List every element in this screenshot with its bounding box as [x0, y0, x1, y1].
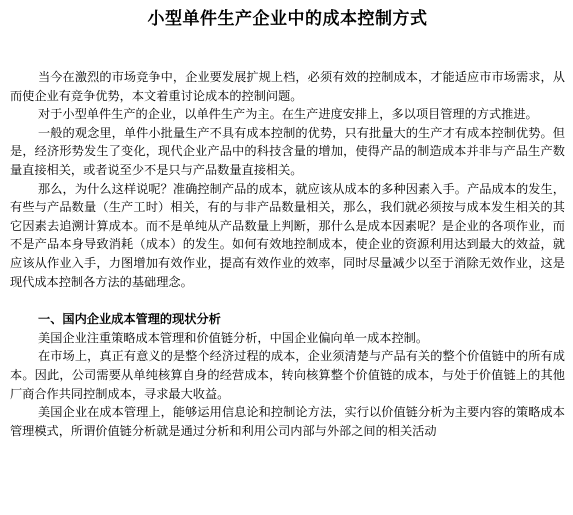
section1-paragraph-3: 美国企业在成本管理上，能够运用信息论和控制论方法，实行以价值链分析为主要内容的策略成本管理模式，所谓价值链分析就是通过分析和利用公司内部与外部之间的相关活动: [10, 405, 565, 438]
paragraph-intro-2: 对于小型单件生产的企业，以单件生产为主。在生产进度安排上，多以项目管理的方式推进。: [38, 107, 538, 122]
section1-paragraph-2: 在市场上，真正有意义的是整个经济过程的成本，企业须清楚与产品有关的整个价值链中的所有成本。因此，公司需要从单纯核算自身的经营成本，转向核算整个价值链的成本，与处于价值链上的其他厂商合作共同控制成本，寻求最大收益。: [10, 349, 565, 401]
section-heading-1: 一、国内企业成本管理的现状分析: [38, 312, 221, 327]
paragraph-intro-1: 当今在激烈的市场竞争中，企业要发展扩规上档，必须有效的控制成本，才能适应市市场需求，从而使企业有竞争优势，本文着重讨论成本的控制问题。: [10, 70, 565, 103]
paragraph-intro-3: 一般的观念里，单件小批量生产不具有成本控制的优势，只有批量大的生产才有成本控制优势。但是，经济形势发生了变化，现代企业产品中的科技含量的增加，使得产品的制造成本并非与产品生产数量直接相关，或者说至少不是只与产品数量直接相关。: [10, 125, 565, 177]
document-title: 小型单件生产企业中的成本控制方式: [147, 9, 428, 29]
section1-paragraph-1: 美国企业注重策略成本管理和价值链分析，中国企业偏向单一成本控制。: [38, 330, 429, 345]
paragraph-intro-4: 那么，为什么这样说呢？准确控制产品的成本，就应该从成本的多种因素入手。产品成本的发生，有些与产品数量（生产工时）相关，有的与非产品数量相关，那么，我们就必须按与成本发生相关的其它因素去追溯计算成本。而不是单纯从产品数量上判断，那什么是成本因素呢？是企业的各项作业，而不是产品本身导致消耗（成本）的发生。如何有效地控制成本，使企业的资源利用达到最大的效益，就应该从作业入手，力图增加有效作业，提高有效作业的效率，同时尽量减少以至于消除无效作业，这是现代成本控制各方法的基础理念。: [10, 181, 565, 289]
document-body: [10, 68, 565, 440]
